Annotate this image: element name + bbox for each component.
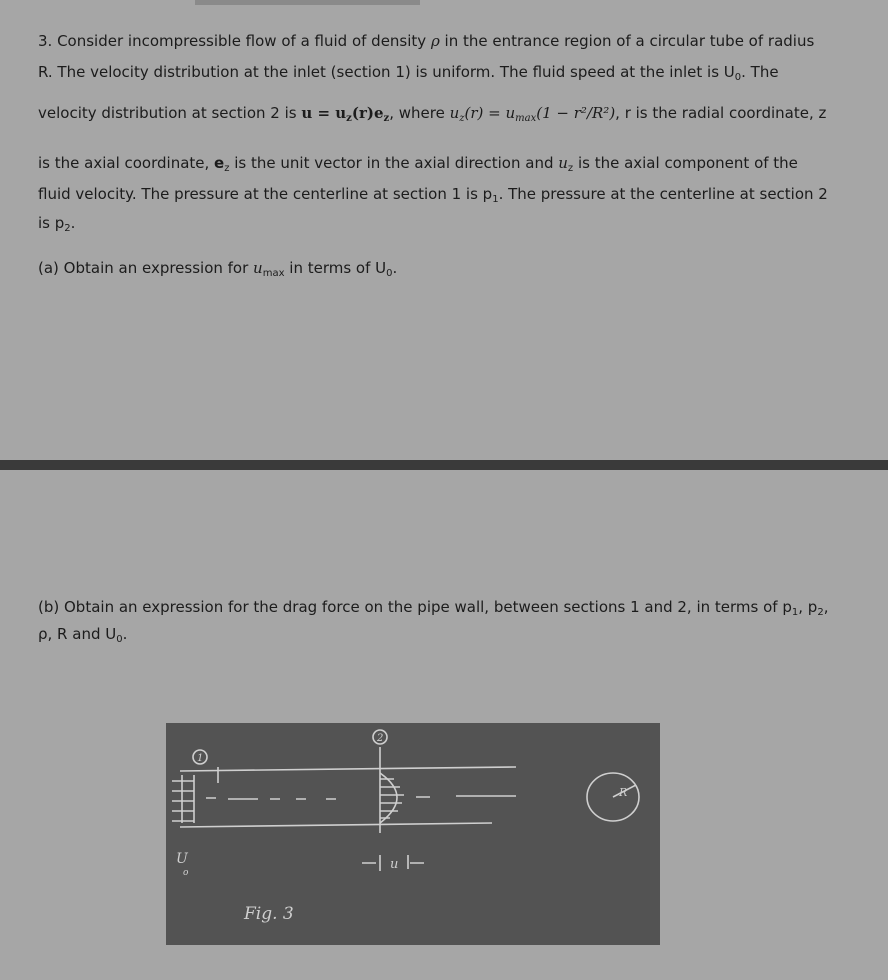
text: velocity distribution at section 2 is xyxy=(38,104,302,122)
problem-line-3 xyxy=(38,103,826,129)
text: . xyxy=(122,625,128,643)
part-b-line-1 xyxy=(38,597,828,623)
subscript: z xyxy=(224,163,230,174)
text: fluid velocity. The pressure at the centerline at section 1 is p xyxy=(38,185,493,203)
text: ρ, R and U xyxy=(38,625,117,643)
centerline xyxy=(206,796,516,799)
u-symbol: u xyxy=(253,259,263,277)
subscript: 2 xyxy=(64,223,71,234)
profile-equation: $u_z(r) = u_{max}(1 - r^2/R^2)$ xyxy=(449,104,616,124)
page-divider xyxy=(0,460,888,470)
problem-line-1 xyxy=(38,31,814,51)
profile-label: u xyxy=(390,857,399,872)
text: R. The velocity distribution at the inlet (section 1) is uniform. The fluid speed at the inlet is U xyxy=(38,63,735,81)
uniform-profile xyxy=(172,781,194,821)
text: is the axial coordinate, xyxy=(38,154,215,172)
pipe-sketch xyxy=(166,723,660,945)
u-symbol: u xyxy=(558,154,568,172)
text: 3. Consider incompressible flow of a fluid of density xyxy=(38,32,431,50)
subscript: z xyxy=(567,163,574,174)
text: . The pressure at the centerline at section 2 xyxy=(498,185,828,203)
section-2-label: 2 xyxy=(377,733,384,744)
text: (a) Obtain an expression for xyxy=(38,259,254,277)
subscript: 0 xyxy=(734,72,742,83)
text: (b) Obtain an expression for the drag force on the pipe wall, between sections 1 and 2, in terms of p xyxy=(38,598,792,616)
figure-3 xyxy=(166,723,660,945)
radius-label: R xyxy=(619,786,628,799)
problem-line-6 xyxy=(38,213,75,239)
text: , p xyxy=(798,598,818,616)
text: is p xyxy=(38,214,65,232)
text: in terms of U xyxy=(284,259,387,277)
text: . xyxy=(392,259,398,277)
problem-line-5 xyxy=(38,184,828,210)
text: is the axial component of the xyxy=(573,154,798,172)
pipe-wall-bottom xyxy=(180,823,492,827)
top-scroll-fragment xyxy=(195,0,420,5)
subscript: max xyxy=(262,268,285,279)
subscript: 2 xyxy=(817,607,824,618)
inlet-velocity-label: U xyxy=(176,851,188,867)
part-b-line-2 xyxy=(38,624,127,650)
text: is the unit vector in the axial direction and xyxy=(229,154,559,172)
subscript: 0 xyxy=(386,268,393,279)
parabolic-profile xyxy=(380,773,397,823)
velocity-equation: $u = u_z(r)e_z$ xyxy=(301,104,390,124)
subscript: 1 xyxy=(791,607,799,618)
problem-line-4 xyxy=(38,153,798,179)
rho-symbol: ρ xyxy=(430,32,440,50)
text: , where xyxy=(389,104,450,122)
text: in the entrance region of a circular tube of radius xyxy=(439,32,815,50)
part-a-question xyxy=(38,258,397,284)
text: . The xyxy=(741,63,779,81)
figure-caption: Fig. 3 xyxy=(244,904,294,924)
subscript: 0 xyxy=(116,634,123,645)
text: , xyxy=(823,598,829,616)
inlet-velocity-sub: o xyxy=(183,868,189,878)
unit-vector: e xyxy=(214,154,225,172)
pipe-wall-top xyxy=(180,767,516,771)
text: . xyxy=(70,214,76,232)
text: , r is the radial coordinate, z xyxy=(615,104,827,122)
problem-line-2 xyxy=(38,62,779,88)
subscript: 1 xyxy=(492,194,499,205)
section-1-label: 1 xyxy=(197,753,204,764)
